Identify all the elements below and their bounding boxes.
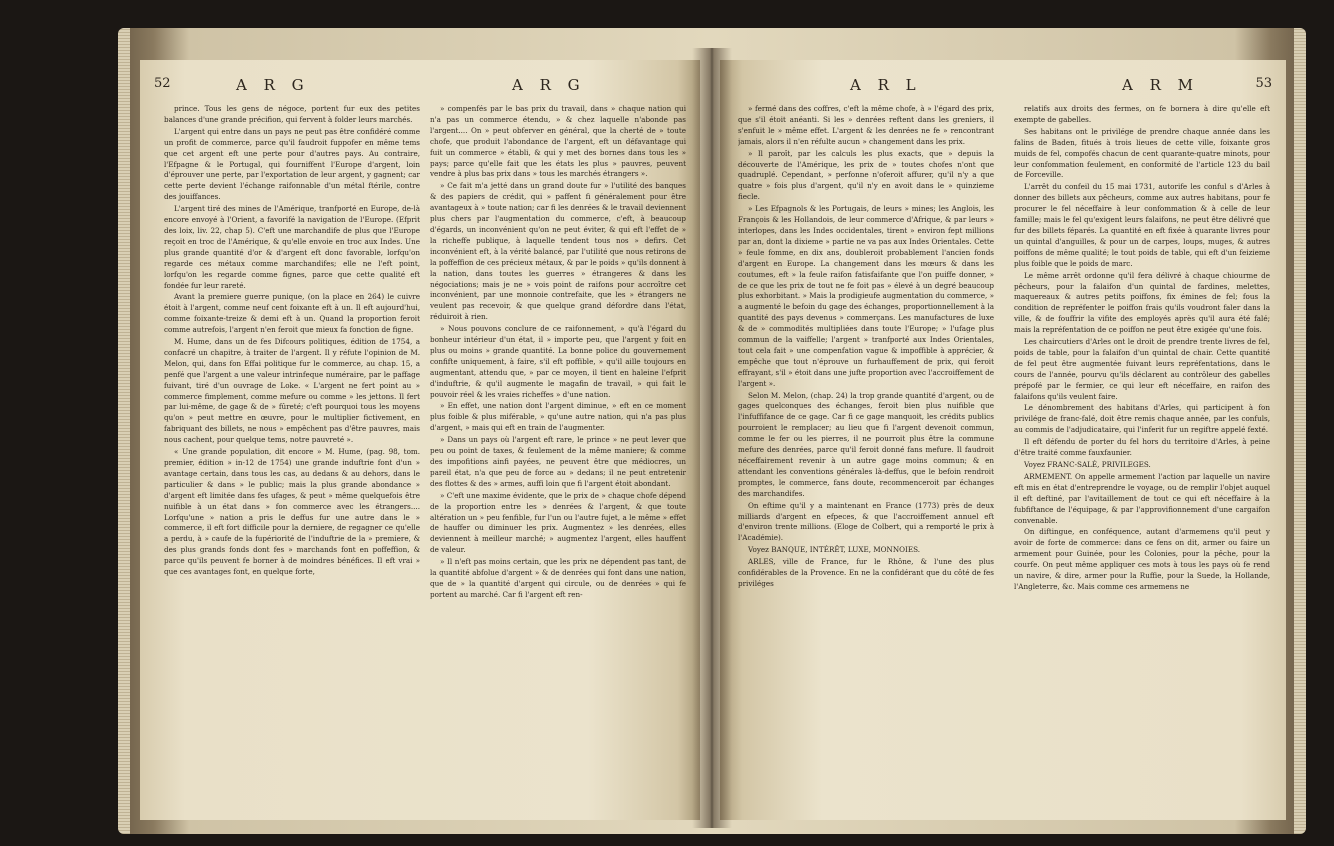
headword: A R M (1122, 76, 1200, 94)
book-gutter (692, 48, 732, 828)
paragraph: L'argent tiré des mines de l'Amérique, tranfporté en Europe, de-là encore envoyé à l'Orient, a favorifé la navigation de l'Europe. (Efprit des loix, liv. 22, chap 5). C'eft une marchandife de plus que l'Europe reçoit en troc de l'Amérique, & qu'elle envoie en troc aux Indes. Une plus grande quantité d'or & d'argent eft donc favorable, lorfqu'on regarde ces métaux comme marchandifes; elle ne l'eft point, lorfqu'on les regarde comme fignes, parce que cette qualité eft fondée fur leur rareté. (164, 204, 420, 290)
paragraph: prince. Tous les gens de négoce, portent fur eux des petites balances d'une grande précifion, qui fervent à folder leurs marchés. (164, 104, 420, 124)
paragraph: Il eft défendu de porter du fel hors du territoire d'Arles, à peine d'être traité comme fauxfaunier. (1014, 437, 1270, 458)
paragraph: » Il n'eft pas moins certain, que les prix ne dépendent pas tant, de la quantité abfolue d'argent » & de denrées qui font dans une nation, que de » la quantité d'argent qui circule, ou de denrées » qui fe portent au marché. Car fi l'argent eft ren- (430, 557, 686, 599)
paragraph: Les chaircutiers d'Arles ont le droit de prendre trente livres de fel, poids de table, pour la falaifon d'un quintal de chair. Cette quantité de fel peut être augmentée fuivant leurs repréfentations, dans le cours de l'année, pourvu qu'ils déclarent au contrôleur des gabelles prépofé par le fermier, ce qui leur eft néceffaire, en raifon des falaifons qu'ils veulent faire. (1014, 337, 1270, 401)
paragraph: Avant la premiere guerre punique, (on la place en 264) le cuivre étoit à l'argent, comme neuf cent foixante eft à un. Il eft aujourd'hui, comme foixante-treize & demi eft à un. Quand la proportion feroit comme autrefois, l'argent n'en feroit que mieux fa fonction de figne. (164, 292, 420, 335)
headword: A R G (512, 76, 586, 94)
paragraph: M. Hume, dans un de fes Difcours politiques, édition de 1754, a confacré un chapitre, à traiter de l'argent. Il y réfute l'opinion de M. Melon, qui, dans fon Effai politique fur le commerce, au chap. 15, a penfé que l'argent a une valeur intrinfeque numéraire, par le paffage fuivant, tiré d'un ouvrage de Loke. « L'argent ne fert point au » commerce fimplement, comme mefure ou comme » les jettons. Il fert par lui-même, de gage & de » fûreté; c'eft pourquoi tous les moyens qu'on » peut mettre en œuvre, pour le multiplier fictivement, en fabriquant des billets, ne nous » empêchent pas d'être pauvres, mais nous cachent, pour quelque tems, notre pauvreté ». (164, 337, 420, 445)
paragraph: » Nous pouvons conclure de ce raifonnement, » qu'à l'égard du bonheur intérieur d'un état, il » importe peu, que l'argent y foit en plus ou moins » grande quantité. La bonne police du gouvernement confifte uniquement, à faire, s'il eft poffible, » qu'il aille toujours en augmentant, attendu que, » par ce moyen, il tient en haleine l'efprit d'induftrie, & qu'il augmente le magafin de travail, » qui fait le pouvoir réel & les vraies richeffes » d'une nation. (430, 324, 686, 399)
headword: A R L (850, 76, 922, 94)
text-column (430, 104, 686, 814)
paragraph: » C'eft une maxime évidente, que le prix de » chaque chofe dépend de la proportion entre les » denrées & l'argent, & que toute altération un » peu fenfible, fur l'un ou l'autre fujet, a le même » effet de hauffer ou diminuer les prix. Augmentez » les denrées, elles deviennent à meilleur marché; » augmentez l'argent, elles hauffent de valeur. (430, 490, 686, 555)
paragraph: Selon M. Melon, (chap. 24) la trop grande quantité d'argent, ou de gages quelconques des échanges, feroit bien plus nuifible que l'infuffifance de ce gage. Car fi ce gage manquoit, les crédits publics pourroient le remplacer; au lieu que fi l'argent devenoit commun, comme le fer ou les pierres, il ne pourroit plus être la commune mefure des denrées, parce qu'il feroit donné fans mefure. Il faudroit néceffairement revenir à un autre gage moins commun; & en attendant les conventions générales là-deffus, que le befoin rendroit promptes, le commerce, fans doute, recommenceroit par échanges des marchandifes. (738, 390, 994, 498)
paragraph: » Dans un pays où l'argent eft rare, le prince » ne peut lever que peu ou point de taxes, & feulement de la même maniere; & comme des impofitions ainfi payées, ne peuvent être que médiocres, un pareil état, n'a que peu de force au » dedans; il ne peut entretenir des flottes & des » armes, auffi loin que fi l'argent étoit abondant. (430, 435, 686, 488)
paragraph: Ses habitans ont le privilége de prendre chaque année dans les falins de Baden, fitués à trois lieues de cette ville, foixante gros muids de fel, compofés chacun de cent quarante-quatre minots, pour leur confommation feulement, en conformité de l'article 123 du bail de Forceville. (1014, 126, 1270, 180)
page-edges-left (118, 28, 130, 834)
paragraph: » compenfés par le bas prix du travail, dans » chaque nation qui n'a pas un commerce étendu, » & chez laquelle n'abonde pas l'argent.... On » peut obferver en général, que la cherté de » toute chofe, que produit l'abondance de l'argent, eft un défavantage qui fuit un commerce » établi, & qui y met des bornes dans tous les » pays; parce qu'elle fait que les états les plus » pauvres, peuvent vendre à plus bas prix dans » tous les marchés étrangers ». (430, 104, 686, 179)
paragraph: » Ce fait m'a jetté dans un grand doute fur » l'utilité des banques & des papiers de crédit, qui » paffent fi généralement pour être avantageux à » toute nation; car fi les denrées & le travail deviennent plus chers par l'augmentation du commerce, c'eft, à beaucoup d'égards, un inconvénient qu'on ne peut éviter, & qui eft l'effet de » la richeffe publique, à laquelle tendent tous nos » defirs. Cet inconvénient eft, à la vérité balancé, par l'utilité que nous retirons de la poffeffion de ces précieux métaux, & par le poids » qu'ils donnent à la nation, dans toutes les guerres » étrangeres & dans les négociations; mais je ne » vois point de raifons pour accroître cet inconvénient, par une monnoie contrefaite, que les » étrangers ne veulent pas recevoir, & que quelque grand défordre dans l'état, réduiroit à rien. (430, 181, 686, 322)
paragraph: On eftime qu'il y a maintenant en France (1773) près de deux milliards d'argent en efpeces, & que l'accroiffement annuel eft d'environ trente millions. (Eloge de Colbert, qui a remporté le prix à l'Académie). (738, 500, 994, 543)
paragraph: On diftingue, en conféquence, autant d'armemens qu'il peut y avoir de forte de commerce: dans ce fens on dit, armer ou faire un armement pour Guinée, pour les Colonies, pour la pêche, pour la courfe. On peut même appliquer ces mots à tous les pays où fe rend un navire, & dire, armer pour la Ruffie, pour la Suede, la Hollande, l'Angleterre, &c. Mais comme ces armemens ne (1014, 527, 1270, 591)
text-column (738, 104, 994, 814)
page-number: 52 (154, 76, 171, 91)
running-header (720, 74, 1286, 98)
text-column (164, 104, 420, 814)
paragraph: L'arrêt du confeil du 15 mai 1731, autorife les conful s d'Arles à donner des billets aux pêcheurs, comme aux autres habitans, pour fe procurer le fel néceffaire à leur confommation & à celle de leur famille; mais le fel qu'exigent leurs falaifons, ne peut être délivré que fur des billets féparés. La quantité en eft fixée à quarante livres pour un quintal d'anguilles, & pour un de carpes, loups, muges, & autres poiffons de même qualité; le tout poids de table, qui eft d'un feizieme plus foible que le poids de marc. (1014, 182, 1270, 268)
page-number: 53 (1255, 76, 1272, 91)
open-book (118, 28, 1306, 834)
paragraph: Voyez FRANC-SALÉ, PRIVILEGES. (1024, 460, 1151, 469)
right-page (720, 60, 1286, 820)
paragraph: relatifs aux droits des fermes, on fe bornera à dire qu'elle eft exempte de gabelles. (1014, 104, 1270, 124)
paragraph: Le même arrêt ordonne qu'il fera délivré à chaque chiourme de pêcheurs, pour la falaifon d'un quintal de fardines, melettes, maquereaux & autres petits poiffons, fix émines de fel; fous la condition de repréfenter le poiffon frais qu'ils voudront faler dans la ville, & de fouffrir la vifite des employés après qu'il aura été falé; mais la repréfentation de ce poiffon ne peut être exigée qu'une fois. (1014, 270, 1270, 335)
left-page (140, 60, 700, 820)
running-header (140, 74, 700, 98)
headword: A R G (236, 76, 310, 94)
paragraph: Le dénombrement des habitans d'Arles, qui participent à fon privilége de franc-falé, doit être remis chaque année, par les confuls, au commis de l'adjudicataire, qui l'inferit fur un regiftre appelé fexté. (1014, 403, 1270, 435)
paragraph: L'argent qui entre dans un pays ne peut pas être confidéré comme un profit de commerce, parce qu'il faudroit fuppofer en même tems que cet argent eft une perte pour d'autres pays. Au contraire, l'Efpagne & le Portugal, qui fourniffent l'Europe d'argent, loin d'éprouver une perte, par l'exportation de leur argent, y gagnent; car cette perte devient l'échange raifonnable d'un métal ftérile, contre des jouiffances. (164, 126, 420, 202)
text-column (1014, 104, 1270, 814)
paragraph: ARLES, ville de France, fur le Rhône, & l'une des plus confidérables de la Provence. En ne la confidérant que du côté de fes priviléges (738, 557, 994, 588)
paragraph: » Il paroît, par les calculs les plus exacts, que » depuis la découverte de l'Amérique, les prix de » toutes chofes n'ont que quadruplé. Cependant, » perfonne n'oferoit affurer, qu'il n'y a que quatre » fois plus d'argent, qu'il n'y en avoit dans le » quinzieme fiecle. (738, 148, 994, 202)
page-edges-right (1294, 28, 1306, 834)
paragraph: » En effet, une nation dont l'argent diminue, » eft en ce moment plus foible & plus miférable, » qu'une autre nation, qui n'a pas plus d'argent, » mais qui eft en train de l'augmenter. (430, 401, 686, 433)
paragraph: » fermé dans des coffres, c'eft la même chofe, à » l'égard des prix, que s'il étoit anéanti. Si les » denrées reftent dans les greniers, il s'enfuit le » même effet. L'argent & les denrées ne fe » rencontrant jamais, alors il n'en réfulte aucun » changement dans les prix. (738, 104, 994, 146)
paragraph: ARMEMENT. On appelle armement l'action par laquelle un navire eft mis en état d'entreprendre le voyage, ou de remplir l'objet auquel il eft deftiné, par l'avitaillement de tout ce qui eft néceffaire à la fubfiftance de l'équipage, & par l'approvifionnement d'une cargaifon convenable. (1014, 471, 1270, 525)
paragraph: » Les Efpagnols & les Portugais, de leurs » mines; les Anglois, les François & les Hollandois, de leur commerce d'Afrique, & par leurs » interlopes, dans les Indes occidentales, tirent » environ fept millions par an, dont la dixieme » partie ne va pas aux Indes Orientales. Cette » feule fomme, en dix ans, doubleroit probablement l'ancien fonds d'argent en Europe. La changement dans les mœurs & dans les coutumes, eft » la feule raifon fatisfaifante que l'on puiffe donner, » de ce que les prix de tout ne fe foit pas » élevé à un degré beaucoup plus exhorbitant. » Mais la prodigieufe augmentation du commerce, » a augmenté le befoin du gage des échanges, proportionnellement à la quantité des pays devenus » commerçans. Les manufactures de luxe & de » commodités multipliées dans toute l'Europe; » l'ufage plus commun de la vaiffelle; l'argent » tranfporté aux Indes Orientales, tout cela fait » une compenfation vague & impoffible à apprécier, & empêche que tout n'éprouve un furhauffement de prix, qui feroit effrayant, s'il » étoit dans une jufte proportion avec l'accroiffement de l'argent ». (738, 204, 994, 388)
paragraph: Voyez BANQUE, INTÉRÊT, LUXE, MONNOIES. (748, 545, 921, 555)
paragraph: « Une grande population, dit encore » M. Hume, (pag. 98, tom. premier, édition » in-12 de 1754) une grande induftrie font d'un » avantage certain, dans tous les cas, au dedans & au dehors, dans le particulier & dans » le public; mais la plus grande abondance » d'argent eft limitée dans fes ufages, & peut » même quelquefois être nuifible à un état dans » fon commerce avec les étrangers.... Lorfqu'une » nation a pris le deffus fur une autre dans le » commerce, il eft fort difficile pour la derniere, de regagner ce qu'elle a perdu, à » caufe de la fupériorité de l'induftrie de la » premiere, & des plus grands fonds dont fes » marchands font en poffeffion, & parce qu'ils peuvent fe borner à de moindres bénéfices. Il eft vrai » que ces avantages font, en quelque forte, (164, 447, 420, 577)
